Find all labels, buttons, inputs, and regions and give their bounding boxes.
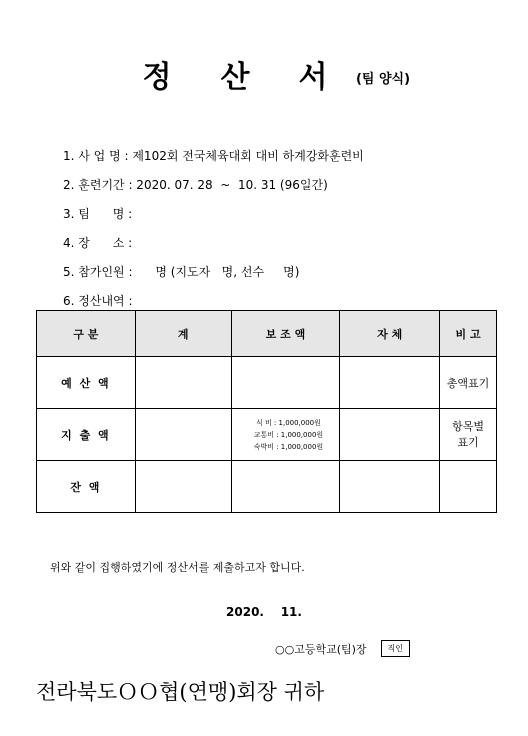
- info-location: 4. 장 소 :: [63, 236, 133, 250]
- row-label-balance: 잔 액: [37, 461, 136, 513]
- header-total: 계: [135, 311, 231, 357]
- info-project-name: 1. 사 업 명 : 제102회 전국체육대회 대비 하계강화훈련비: [63, 149, 364, 163]
- info-training-period: 2. 훈련기간 : 2020. 07. 28 ~ 10. 31 (96일간): [63, 178, 328, 192]
- cell-total: [135, 357, 231, 409]
- header-category: 구 분: [37, 311, 136, 357]
- title-subtitle: (팀 양식): [355, 72, 411, 87]
- addressee: 전라북도ＯＯ협(연맹)회장 귀하: [36, 680, 325, 704]
- header-remark: 비 고: [440, 311, 497, 357]
- signer-block: [275, 640, 410, 657]
- table-header-row: [37, 311, 497, 357]
- table-row: [37, 461, 497, 513]
- signer-name: ○○고등학교(팀)장: [275, 642, 367, 656]
- detail-meals: 식 비 : 1,000,000원: [255, 418, 321, 427]
- info-settlement-details: 6. 정산내역 :: [63, 294, 133, 308]
- cell-subsidy: [231, 461, 340, 513]
- seal-box: 직인: [381, 640, 410, 657]
- title-main: [118, 60, 352, 95]
- cell-self: [340, 461, 440, 513]
- header-subsidy: 보 조 액: [231, 311, 340, 357]
- cell-remark: 항목별 표기: [440, 409, 497, 461]
- table-row: [37, 409, 497, 461]
- detail-lodging: 숙박비 : 1,000,000원: [253, 442, 324, 451]
- cell-self: [340, 357, 440, 409]
- submission-statement: 위와 같이 집행하였기에 정산서를 제출하고자 합니다.: [50, 561, 305, 574]
- cell-total: [135, 409, 231, 461]
- header-self: 자 체: [340, 311, 440, 357]
- settlement-table: [36, 310, 497, 513]
- table-row: [37, 357, 497, 409]
- row-label-budget: 예 산 액: [37, 357, 136, 409]
- row-label-expense: 지 출 액: [37, 409, 136, 461]
- title-char: 서: [298, 60, 328, 95]
- cell-subsidy: [231, 357, 340, 409]
- cell-self: [340, 409, 440, 461]
- cell-total: [135, 461, 231, 513]
- document-title: [0, 52, 528, 96]
- detail-transport: 교통비 : 1,000,000원: [253, 430, 324, 439]
- info-team-name: 3. 팀 명 :: [63, 207, 133, 221]
- document-date: 2020. 11.: [226, 605, 302, 619]
- info-list: [63, 142, 364, 316]
- title-char: 정: [142, 60, 172, 95]
- cell-remark: 총액표기: [440, 357, 497, 409]
- cell-remark: [440, 461, 497, 513]
- info-participants: 5. 참가인원 : 명 (지도자 명, 선수 명): [63, 265, 300, 279]
- title-char: 산: [220, 60, 250, 95]
- cell-subsidy-details: [231, 409, 340, 461]
